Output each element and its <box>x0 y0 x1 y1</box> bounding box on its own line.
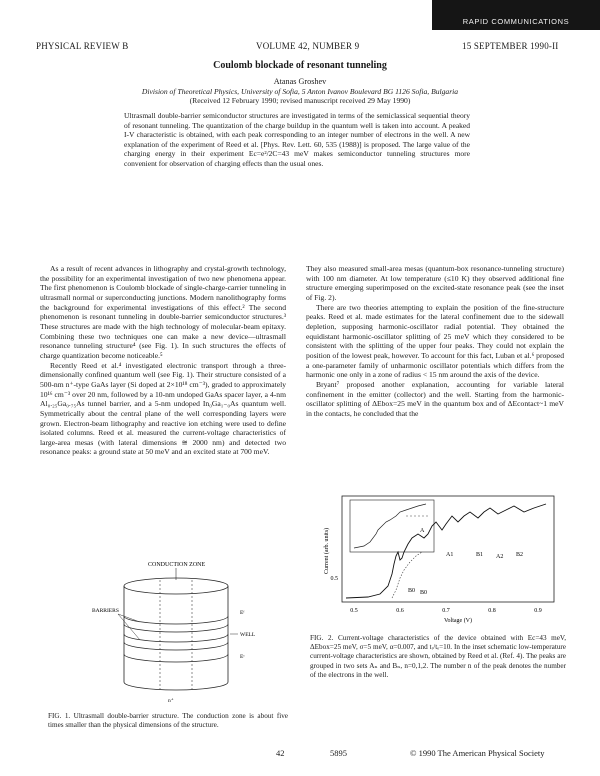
right-column <box>306 264 564 419</box>
abstract: Ultrasmall double-barrier semiconductor structures are investigated in terms of the semiclassical sequential theory of resonant tunneling. The quantization of the charge buildup in the quantum well is taken into account. A peaked I-V characteristic is obtained, with each peak corresponding to an integer number of electrons in the well. A new explanation of the experiment of Reed et al. [Phys. Rev. Lett. 60, 535 (1988)] is proposed. The large value of the charging energy in their experiment Ec=e²/2C=43 meV makes semiconductor tunneling structures more convenient for observation of charging effects than the usual ones. <box>124 111 470 168</box>
fig2-xlabel: Voltage (V) <box>443 618 473 624</box>
fig2-peak-a1: A1 <box>446 552 454 558</box>
fig2-frame <box>342 496 554 602</box>
footer-volume: 42 <box>276 748 285 758</box>
fig1-label-conduction-zone: CONDUCTION ZONE <box>148 562 206 568</box>
right-paragraph-1: They also measured small-area mesas (quantum-box resonance-tunneling structure) with 100 nm diameter. At low temperature (≤10 K) they observed additional fine structure emerging superimposed on the excited-state resonance peak (see the inset of Fig. 2). <box>306 264 564 302</box>
right-paragraph-3: Bryant⁷ proposed another explanation, accounting for variable lateral confinement in the emitter (collector) and the well. Starting from the harmonic-oscillator splitting of ΔEbox=25 meV in the quantum box and of ΔEcontact~1 meV in the contacts, he concluded that the <box>306 379 564 418</box>
fig1-caption: FIG. 1. Ultrasmall double-barrier structure. The conduction zone is about five times smaller than the physical dimensions of the structure. <box>48 712 288 730</box>
fig1-layer-2 <box>124 624 228 632</box>
fig1-label-n: n⁺ <box>168 698 174 704</box>
author-name: Atanas Groshev <box>273 77 327 86</box>
fig1-label-barriers: BARRIERS <box>92 608 119 614</box>
fig2-iv-curve <box>346 504 546 598</box>
fig2-peak-a2: A2 <box>496 554 504 560</box>
fig2-low-peak-1: B0 <box>408 588 416 594</box>
fig2-xtick-5: 0.9 <box>534 608 542 614</box>
footer-copyright: © 1990 The American Physical Society <box>410 748 545 758</box>
fig1-cylinder-top <box>124 578 228 594</box>
fig2-xtick-2: 0.6 <box>396 608 404 614</box>
right-paragraph-2: There are two theories attempting to explain the position of the fine-structure peaks. Reed et al. made estimates for the lateral confinement due to the sidewall depletion, supposing harmonic-oscillator radial potential. They obtained the equidistant harmonic-oscillator splitting of 25 meV which they considered to be consistent with the splitting of the upper four peaks. They could not explain the position of the lowest peak, however. To account for this fact, Luban et al.⁶ proposed a one-parameter family of unharmonic oscillator potentials which differs from the harmonic one only in a zone of radius < 15 nm around the axis of the device. <box>306 302 564 380</box>
journal-name: PHYSICAL REVIEW B <box>36 41 129 51</box>
fig1-layer-4 <box>124 642 228 650</box>
left-paragraph-1: As a result of recent advances in lithography and crystal-growth technology, the possibility for an experimental investigation of two new phenomena appear. The first phenomenon is Coulomb blockade of single-charge-carrier tunneling in ultrasmall normal or superconducting junctions. Modern nanolithography forms the background for experimental investigations of this effect.² The second phenomenon is resonant tunneling in double-barrier semiconductor structures.³ These structures are made with the high technology of molecular-beam epitaxy. Combining these two techniques one can make a new device—ultrasmall resonance tunneling structure⁴ (see Fig. 1). In such structures the effects of charge quantization become noticeable.⁵ <box>40 264 286 360</box>
fig1-label-ef: Eᶠ <box>240 610 245 616</box>
issue-date: 15 SEPTEMBER 1990-II <box>462 41 559 51</box>
fig2-xtick-1: 0.5 <box>350 608 358 614</box>
fig2-iv-curve-dashed <box>392 552 422 598</box>
fig2-inset-curve <box>354 504 426 548</box>
received-dates: (Received 12 February 1990; revised manuscript received 29 May 1990) <box>189 96 411 105</box>
fig2-xtick-3: 0.7 <box>442 608 450 614</box>
fig2-plot <box>318 494 564 624</box>
fig2-low-peak-2: B0 <box>420 590 428 596</box>
fig2-caption: FIG. 2. Current-voltage characteristics of the device obtained with Ec=43 meV, ΔEbox=25 meV, σ=5 meV, α=0.007, and tᵣ/tₑ=10. In the inset schematic low-temperature current-voltage characteristics are shown, obtained by Reed et al. (Ref. 4). The peaks are grouped in two sets Aₙ and Bₙ, n=0,1,2. The number n of the peak denotes the number of the electrons in the well. <box>310 634 566 679</box>
fig2-ylabel: Current (arb. units) <box>324 527 330 574</box>
left-paragraph-2: Recently Reed et al.⁴ investigated electronic transport through a three-dimensionally confined quantum well (see Fig. 1). Their structure consisted of a 500-nm n⁺-type GaAs layer (Si doped at 2×10¹⁸ cm⁻³), graded to approximately 10¹⁶ cm⁻³ over 20 nm, followed by a 10-nm undoped GaAs spacer layer, a 4-nm Al₀.₂₅Ga₀.₇₅As tunnel barrier, and a 5-nm undoped In₀Ga₁₋₀As quantum well. Symmetrically about the central plane of the well corresponding layers were grown. Electron-beam lithography and reactive ion etching were used to define isolated columns. Reed et al. measured the current-voltage characteristics of large-area mesas (with lateral dimensions ≅ 2000 nm) and detected two resonance peaks: a ground state at 50 meV and an excited state at 700 meV. <box>40 360 286 457</box>
fig2-peak-b2: B2 <box>516 552 524 558</box>
footer-page: 5895 <box>330 748 347 758</box>
article-title: Coulomb blockade of resonant tunneling <box>213 60 387 71</box>
left-column <box>40 264 286 457</box>
volume-number: VOLUME 42, NUMBER 9 <box>256 41 360 51</box>
fig2-ytick: 0.5 <box>330 576 338 582</box>
fig2-peak-b1: B1 <box>476 552 484 558</box>
fig2-peak-a: A <box>420 528 425 534</box>
fig1-layer-5 <box>124 654 228 662</box>
fig1-label-ec: Eᶜ <box>240 654 245 660</box>
fig1-label-well: WELL <box>240 632 256 638</box>
fig1-schematic <box>56 558 296 706</box>
fig1-cylinder-bottom <box>124 682 228 690</box>
fig1-layer-1 <box>124 616 228 624</box>
rapid-communications-banner: RAPID COMMUNICATIONS <box>432 0 600 30</box>
fig2-inset-frame <box>350 500 434 552</box>
fig2-xtick-4: 0.8 <box>488 608 496 614</box>
fig1-layer-3 <box>124 634 228 642</box>
author-affiliation: Division of Theoretical Physics, University of Sofia, 5 Anton Ivanov Boulevard BG 1126 Sofia, Bulgaria <box>141 87 459 96</box>
